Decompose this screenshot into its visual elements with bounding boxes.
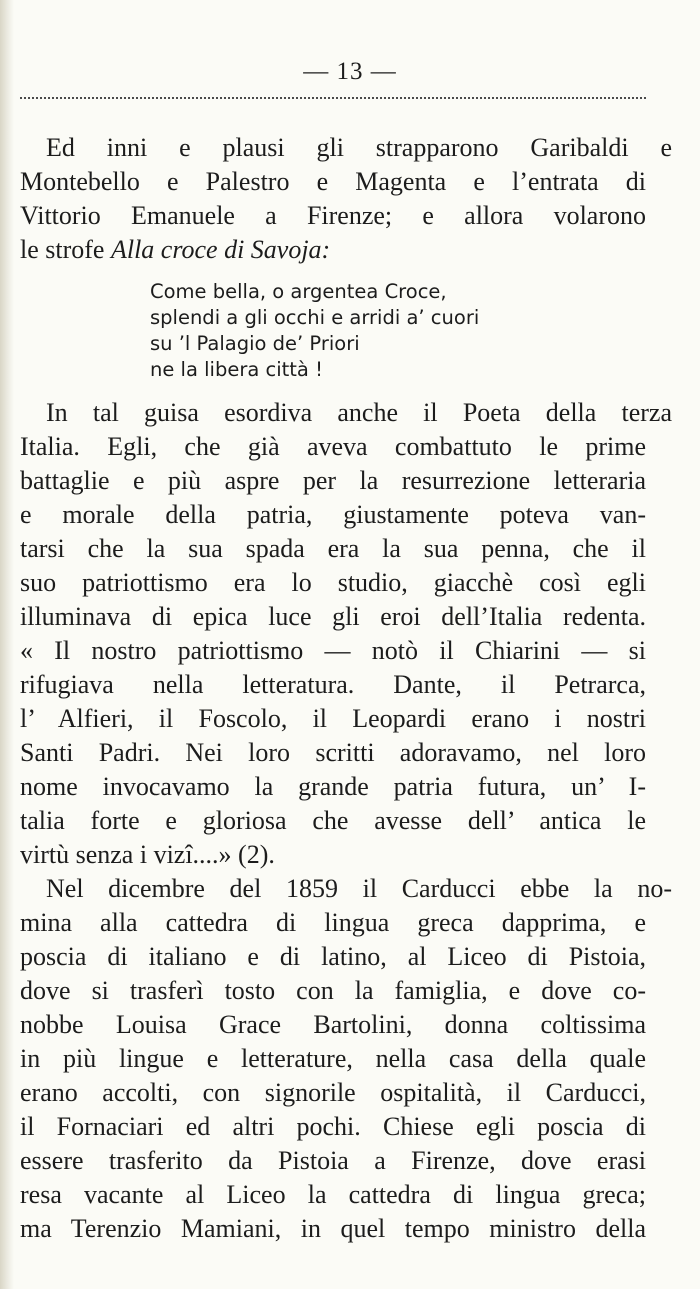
text-line: talia forte e gloriosa che avesse dell’ antica le [20,806,646,835]
page-edge-shadow [0,0,14,1289]
verse-line: splendi a gli occhi e arridi a’ cuori [150,306,480,329]
text-line: nobbe Louisa Grace Bartolini, donna coltissima [20,1010,646,1039]
text-line: l’ Alfieri, il Foscolo, il Leopardi erano i nostri [20,704,646,733]
text-line: dove si trasferì tosto con la famiglia, e dove co- [20,976,646,1005]
text-line: tarsi che la sua spada era la sua penna, che il [20,534,646,563]
text-line: Vittorio Emanuele a Firenze; e allora volarono [20,201,646,230]
text-line: illuminava di epica luce gli eroi dell’Italia redenta. [20,602,646,631]
header-rule [20,97,646,99]
text-line: il Fornaciari ed altri pochi. Chiese egli poscia di [20,1112,646,1141]
text-line: in più lingue e letterature, nella casa della quale [20,1044,646,1073]
text-line: essere trasferito da Pistoia a Firenze, dove erasi [20,1146,646,1175]
verse-line: ne la libera città ! [150,358,323,381]
verse-line: su ’l Palagio de’ Priori [150,332,360,355]
text-line: ma Terenzio Mamiani, in quel tempo ministro della [20,1214,646,1243]
text-line: rifugiava nella letteratura. Dante, il Petrarca, [20,670,646,699]
text-line: battaglie e più aspre per la resurrezione letteraria [20,466,646,495]
text-line: erano accolti, con signorile ospitalità, il Carducci, [20,1078,646,1107]
text-line: In tal guisa esordiva anche il Poeta della terza [46,398,672,427]
text-line: nome invocavamo la grande patria futura, un’ I- [20,772,646,801]
verse-line: Come bella, o argentea Croce, [150,280,447,303]
text-line: e morale della patria, giustamente poteva van- [20,500,646,529]
text-line: resa vacante al Liceo la cattedra di lingua greca; [20,1180,646,1209]
text-line: poscia di italiano e di latino, al Liceo di Pistoia, [20,942,646,971]
text-line: mina alla cattedra di lingua greca dapprima, e [20,908,646,937]
poem-title: Alla croce di Savoja: [110,235,331,264]
text-line: virtù senza i vizî....» (2). [20,840,275,869]
page-number: — 13 — [303,58,397,85]
text-line: suo patriottismo era lo studio, giacchè così egli [20,568,646,597]
text-line: Montebello e Palestro e Magenta e l’entrata di [20,167,646,196]
text-line: Ed inni e plausi gli strapparono Garibaldi e [46,133,672,162]
text-line: Santi Padri. Nei loro scritti adoravamo, nel loro [20,738,646,767]
text-line-prefix: le strofe [20,235,111,264]
text-line: Nel dicembre del 1859 il Carducci ebbe la no- [46,874,672,903]
text-line: Italia. Egli, che già aveva combattuto le prime [20,432,646,461]
text-line: « Il nostro patriottismo — notò il Chiarini — si [20,636,646,665]
text-line [20,233,330,266]
